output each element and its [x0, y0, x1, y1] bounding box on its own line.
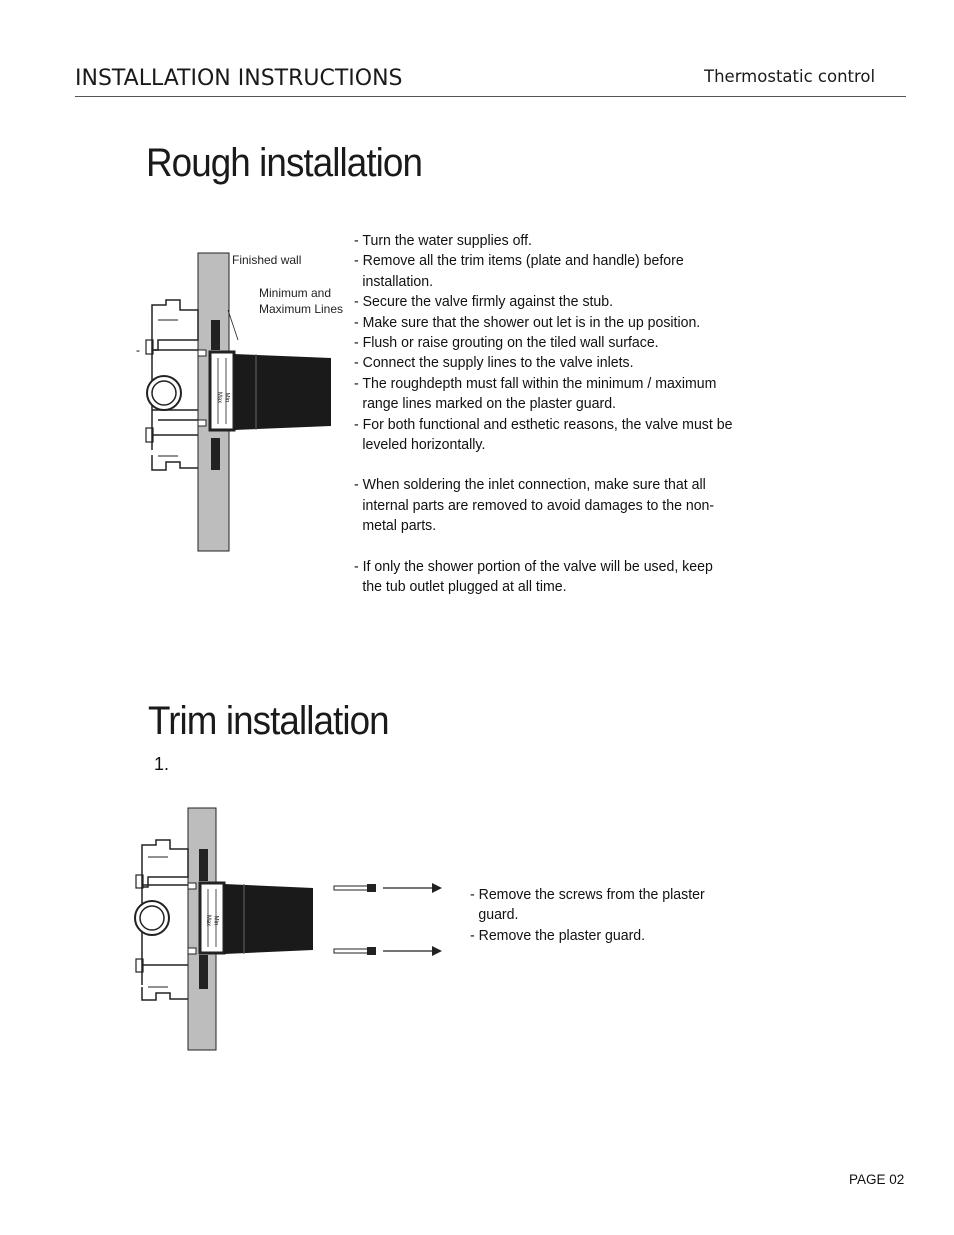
- list-item: - The roughdepth must fall within the minimum / maximum range lines marked on the plaster guard.: [354, 374, 717, 413]
- min-max-lines-label-2: Maximum Lines: [259, 302, 344, 316]
- list-item: - Make sure that the shower out let is in the up position.: [354, 313, 701, 331]
- header-rule: [75, 96, 906, 97]
- header-right-title: Thermostatic control: [704, 67, 876, 86]
- header-left-title: INSTALLATION INSTRUCTIONS: [75, 66, 403, 91]
- list-item: - Remove all the trim items (plate and handle) before installation.: [354, 252, 684, 290]
- trim-step-number: 1.: [154, 754, 170, 774]
- list-item: - Remove the screws from the plaster guard.: [470, 886, 705, 924]
- list-item: - Secure the valve firmly against the stub.: [354, 293, 614, 311]
- page-number: PAGE 02: [849, 1172, 905, 1187]
- list-item: - For both functional and esthetic reasons, the valve must be leveled horizontally.: [354, 415, 733, 454]
- min-max-lines-label-1: Minimum and: [259, 286, 332, 300]
- svg-text:-: -: [136, 343, 140, 357]
- rough-diagram: [138, 250, 358, 555]
- min-label: Min: [212, 915, 219, 926]
- list-item: - When soldering the inlet connection, make sure that all internal parts are removed to avoid damages to the non-metal parts.: [354, 476, 715, 535]
- min-label: Min: [223, 392, 230, 403]
- rough-section-title: Rough installation: [146, 141, 422, 185]
- list-item: - If only the shower portion of the valve will be used, keep the tub outlet plugged at all time.: [354, 557, 713, 596]
- finished-wall-label: Finished wall: [232, 253, 302, 267]
- list-item: - Remove the plaster guard.: [470, 926, 646, 944]
- trim-instructions-list: [470, 885, 740, 946]
- list-item: - Connect the supply lines to the valve inlets.: [354, 354, 634, 372]
- trim-section-title: Trim installation: [148, 699, 389, 743]
- rough-instructions-list: [354, 231, 735, 598]
- trim-diagram: [130, 805, 450, 1055]
- max-label: Max: [216, 391, 223, 404]
- max-label: Max: [205, 914, 212, 927]
- list-item: - Turn the water supplies off.: [354, 232, 532, 249]
- list-item: - Flush or raise grouting on the tiled wall surface.: [354, 334, 659, 352]
